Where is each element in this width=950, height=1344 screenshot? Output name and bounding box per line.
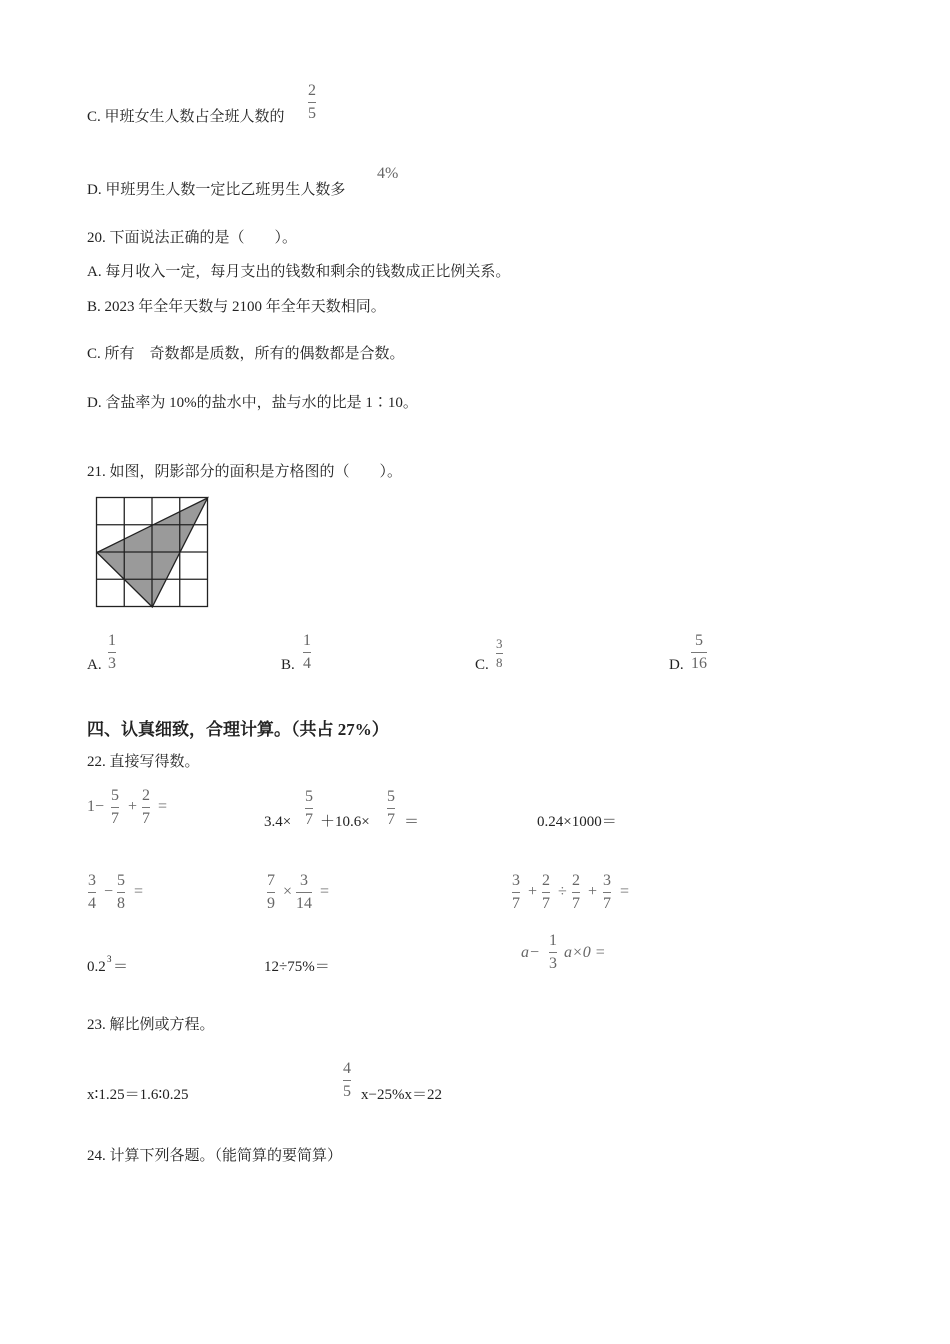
numerator: 5	[117, 872, 125, 889]
denominator: 7	[603, 895, 611, 912]
e1-equals: =	[158, 798, 168, 815]
numerator: 1	[303, 632, 311, 649]
denominator: 7	[387, 811, 395, 828]
denominator: 9	[267, 895, 275, 912]
e9-part-a: a−	[521, 944, 540, 961]
numerator: 5	[387, 788, 395, 805]
denominator: 8	[496, 655, 503, 670]
denominator: 3	[108, 655, 116, 672]
e5-equals: =	[320, 883, 330, 900]
e7-base: 0.2	[87, 959, 106, 975]
q20-option-c: C. 所有 奇数都是质数，所有的偶数都是合数。	[87, 346, 405, 362]
q22-expression-3: 0.24×1000＝	[537, 814, 617, 830]
denominator: 14	[296, 895, 312, 912]
numerator: 4	[343, 1060, 351, 1077]
denominator: 8	[117, 895, 125, 912]
e5-fraction-2	[296, 872, 312, 913]
q22-expression-8: 12÷75%＝	[264, 959, 330, 975]
denominator: 7	[512, 895, 520, 912]
numerator: 2	[542, 872, 550, 889]
denominator: 4	[303, 655, 311, 672]
q19-option-d-value: 4%	[377, 165, 399, 182]
denominator: 7	[111, 810, 119, 827]
numerator: 7	[267, 872, 275, 889]
e2-fraction-1	[305, 788, 313, 829]
e6-fraction-4	[603, 872, 611, 913]
e2-equals: ＝	[404, 814, 420, 830]
numerator: 5	[695, 632, 703, 649]
q19-option-d: D. 甲班男生人数一定比乙班男生人数多	[87, 182, 346, 198]
e6-fraction-1	[512, 872, 520, 913]
e2-part-b: ＋10.6×	[320, 814, 370, 830]
e4-fraction-2	[117, 872, 125, 913]
e6-equals: =	[620, 883, 630, 900]
q21-option-d-fraction	[691, 632, 707, 673]
e5-operator: ×	[283, 883, 293, 900]
denominator: 7	[142, 810, 150, 827]
q21-option-a-fraction	[108, 632, 116, 673]
e6-fraction-3	[572, 872, 580, 913]
q23-e2-fraction	[343, 1060, 351, 1101]
q20-option-b: B. 2023 年全年天数与 2100 年全年天数相同。	[87, 299, 386, 315]
e9-fraction	[549, 932, 557, 973]
q22-stem: 22. 直接写得数。	[87, 754, 200, 770]
e1-fraction-1	[111, 787, 119, 828]
e9-part-b: a×0 =	[564, 944, 606, 961]
e4-operator: −	[104, 883, 114, 900]
e7-equals: ＝	[113, 959, 129, 975]
section-4-heading: 四、认真细致，合理计算。（共占 27%）	[87, 720, 389, 739]
q21-option-c-fraction	[496, 637, 503, 670]
denominator: 16	[691, 655, 707, 672]
e5-fraction-1	[267, 872, 275, 913]
q21-option-c-label: C.	[475, 657, 489, 673]
numerator: 1	[108, 632, 116, 649]
numerator: 3	[512, 872, 520, 889]
e1-operator: +	[128, 798, 138, 815]
denominator: 3	[549, 955, 557, 972]
numerator: 5	[305, 788, 313, 805]
e6-operator-3: +	[588, 883, 598, 900]
q21-option-b-label: B.	[281, 657, 295, 673]
e7-exponent: 3	[107, 954, 112, 964]
q21-stem: 21. 如图，阴影部分的面积是方格图的（ ）。	[87, 464, 403, 480]
numerator: 3	[496, 636, 503, 651]
q21-option-a-label: A.	[87, 657, 102, 673]
e1-prefix: 1−	[87, 798, 105, 815]
e1-fraction-2	[142, 787, 150, 828]
numerator: 3	[300, 872, 308, 889]
numerator: 2	[142, 787, 150, 804]
e4-equals: =	[134, 883, 144, 900]
denominator: 4	[88, 895, 96, 912]
q24-stem: 24. 计算下列各题。（能简算的要简算）	[87, 1148, 343, 1164]
e2-part-a: 3.4×	[264, 814, 292, 830]
denominator: 5	[343, 1083, 351, 1100]
q20-stem: 20. 下面说法正确的是（ ）。	[87, 230, 298, 246]
e6-operator-1: +	[528, 883, 538, 900]
q21-option-d-label: D.	[669, 657, 684, 673]
q19-option-c-fraction	[308, 82, 316, 123]
denominator: 7	[572, 895, 580, 912]
q23-equation-1: x∶1.25＝1.6∶0.25	[87, 1087, 189, 1103]
q20-option-a: A. 每月收入一定，每月支出的钱数和剩余的钱数成正比例关系。	[87, 264, 511, 280]
numerator: 1	[549, 932, 557, 949]
q19-option-c: C. 甲班女生人数占全班人数的	[87, 109, 285, 125]
denominator: 7	[542, 895, 550, 912]
numerator: 2	[308, 82, 316, 99]
denominator: 7	[305, 811, 313, 828]
e2-fraction-2	[387, 788, 395, 829]
q21-option-b-fraction	[303, 632, 311, 673]
numerator: 3	[603, 872, 611, 889]
e6-operator-2: ÷	[558, 883, 567, 900]
denominator: 5	[308, 105, 316, 122]
q21-grid-figure	[95, 496, 211, 609]
numerator: 3	[88, 872, 96, 889]
q23-stem: 23. 解比例或方程。	[87, 1017, 215, 1033]
numerator: 5	[111, 787, 119, 804]
q23-e2-rest: x−25%x＝22	[361, 1087, 442, 1103]
e6-fraction-2	[542, 872, 550, 913]
q20-option-d: D. 含盐率为 10%的盐水中，盐与水的比是 1∶10。	[87, 395, 418, 411]
e4-fraction-1	[88, 872, 96, 913]
numerator: 2	[572, 872, 580, 889]
